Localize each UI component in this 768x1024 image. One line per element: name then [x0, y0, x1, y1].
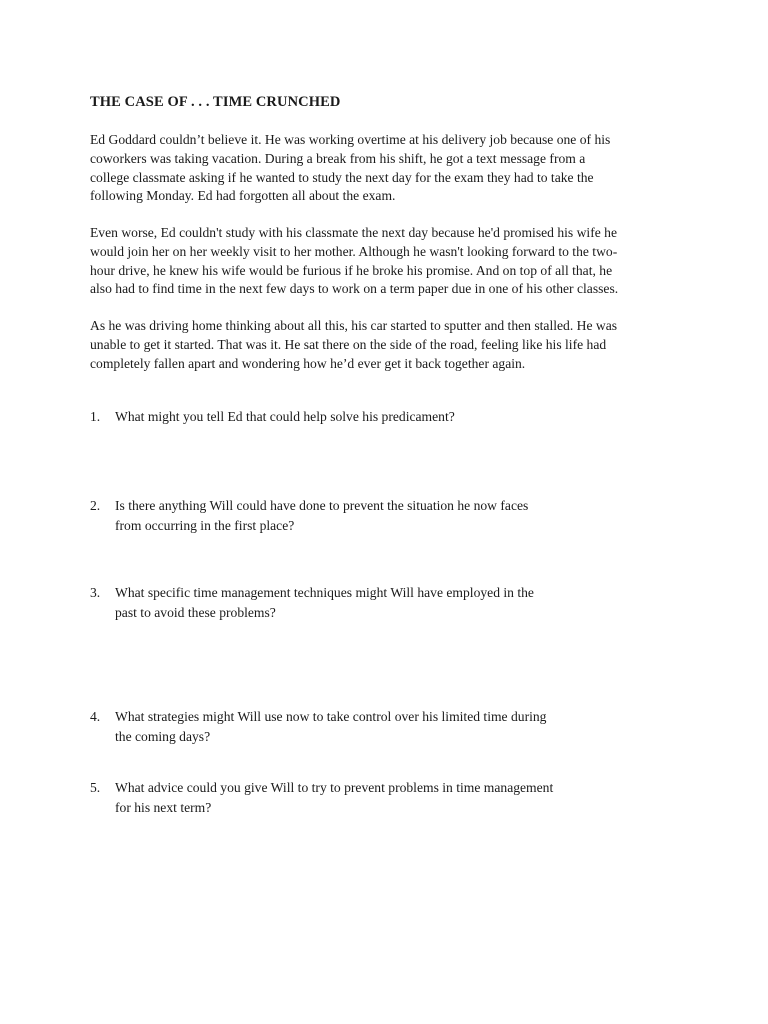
question-text	[115, 707, 635, 747]
paragraph-line: also had to find time in the next few days to work on a term paper due in one of his other classes.	[90, 281, 619, 297]
paragraph-line: completely fallen apart and wondering how he’d ever get it back together again.	[90, 355, 526, 371]
question-number: 2.	[90, 498, 101, 513]
question-line: What might you tell Ed that could help solve his predicament?	[115, 409, 455, 424]
paragraph-driving-home	[90, 317, 690, 373]
question-text	[115, 407, 635, 427]
paragraph-line: hour drive, he knew his wife would be furious if he broke his promise. And on top of all that, he	[90, 262, 613, 278]
question-line: for his next term?	[115, 800, 212, 815]
question-line: from occurring in the first place?	[115, 518, 295, 533]
document-title: THE CASE OF . . . TIME CRUNCHED	[90, 94, 341, 110]
paragraph-line: would join her on her weekly visit to her mother. Although he wasn't looking forward to the two-	[90, 243, 618, 259]
question-line: What specific time management techniques might Will have employed in the	[115, 585, 534, 600]
question-line: What advice could you give Will to try to prevent problems in time management	[115, 780, 554, 795]
question-number: 5.	[90, 780, 101, 795]
question-number: 4.	[90, 709, 101, 724]
paragraph-line: following Monday. Ed had forgotten all about the exam.	[90, 188, 396, 204]
question-number: 1.	[90, 409, 101, 424]
question-text	[115, 583, 635, 623]
paragraph-line: Even worse, Ed couldn't study with his classmate the next day because he'd promised his wife he	[90, 225, 617, 240]
question-text	[115, 496, 635, 536]
paragraph-line: college classmate asking if he wanted to study the next day for the exam they had to take the	[90, 169, 594, 185]
paragraph-line: coworkers was taking vacation. During a break from his shift, he got a text message from a	[90, 150, 586, 166]
question-line: the coming days?	[115, 729, 211, 744]
paragraph-line: unable to get it started. That was it. He sat there on the side of the road, feeling like his life had	[90, 336, 607, 352]
question-number: 3.	[90, 585, 101, 600]
question-line: past to avoid these problems?	[115, 605, 276, 620]
paragraph-line: As he was driving home thinking about all this, his car started to sputter and then stalled. He was	[90, 318, 618, 333]
question-line: Is there anything Will could have done to prevent the situation he now faces	[115, 498, 529, 513]
paragraph-line: Ed Goddard couldn’t believe it. He was working overtime at his delivery job because one of his	[90, 132, 611, 147]
paragraph-intro	[90, 131, 690, 206]
paragraph-even-worse	[90, 224, 690, 299]
question-text	[115, 778, 635, 818]
question-line: What strategies might Will use now to take control over his limited time during	[115, 709, 547, 724]
